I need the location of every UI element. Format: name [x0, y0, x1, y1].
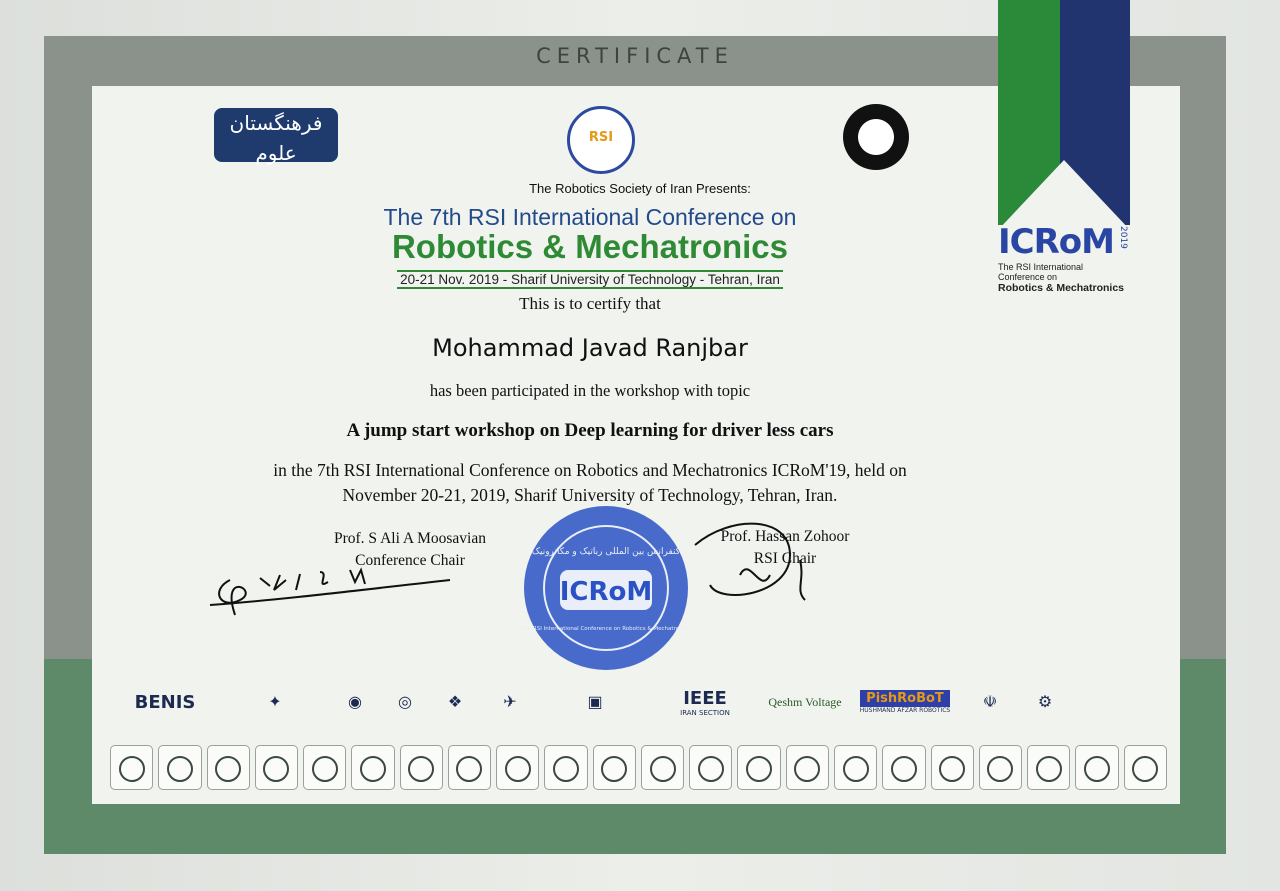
rsi-logo: RSI: [567, 106, 635, 174]
presents-line: The Robotics Society of Iran Presents:: [529, 181, 751, 196]
university-logo: [158, 745, 201, 790]
icrom-seal: [520, 502, 692, 674]
left-signature: [200, 560, 460, 640]
university-logo: [110, 745, 153, 790]
university-logo: [786, 745, 829, 790]
university-logo: [351, 745, 394, 790]
university-logo: [882, 745, 925, 790]
university-logo: [931, 745, 974, 790]
seal-persian-text: کنفرانس بین المللی رباتیک و مکاترونیک: [531, 547, 681, 557]
conference-date-venue: 20-21 Nov. 2019 - Sharif University of Technology - Tehran, Iran: [0, 272, 1180, 287]
university-logo: [255, 745, 298, 790]
workshop-topic: A jump start workshop on Deep learning for driver less cars: [346, 420, 834, 441]
sponsor-logo: ▣: [587, 694, 603, 711]
university-logos-row: [110, 745, 1170, 791]
right-signatory-role: RSI Chair: [753, 550, 817, 567]
left-signatory-name: Prof. S Ali A Moosavian: [333, 530, 486, 547]
benis-logo: BENIS: [134, 691, 196, 713]
university-logo: [448, 745, 491, 790]
conference-title-line1: The 7th RSI International Conference on: [383, 204, 797, 230]
pishrobot-logo: PishRoBoT HUSHMAND AFZAR ROBOTICS: [859, 691, 951, 714]
university-logo: [1124, 745, 1167, 790]
ieee-logo: IEEE IRAN SECTION: [680, 687, 730, 717]
icrom-year: 2019: [1118, 226, 1128, 249]
university-logo: [1027, 745, 1070, 790]
university-logo: [979, 745, 1022, 790]
sponsor-logo: ◉: [348, 694, 362, 711]
participation-text: has been participated in the workshop with topic: [429, 381, 751, 400]
university-logo: [303, 745, 346, 790]
iran-emblem-logo: ☫: [982, 694, 998, 711]
right-signature: [690, 515, 830, 615]
left-signatory-role: Conference Chair: [355, 552, 465, 569]
sponsor-logo: ✈: [503, 694, 517, 711]
university-logo: [544, 745, 587, 790]
certify-text: This is to certify that: [519, 294, 661, 313]
university-logo: [834, 745, 877, 790]
right-signatory-name: Prof. Hassan Zohoor: [720, 528, 850, 545]
seal-ring-text: 7th RSI International Conference on Robotics & Mechatronics: [522, 626, 690, 632]
held-line-1: in the 7th RSI International Conference on Robotics and Mechatronics ICRoM'19, held on: [273, 460, 907, 480]
icrom-tagline-2: Robotics & Mechatronics: [998, 282, 1125, 294]
sponsor-logo: ⚙: [1037, 694, 1053, 711]
sponsor-logo: ◎: [398, 694, 412, 711]
qeshm-voltage-logo: Qeshm Voltage: [768, 694, 842, 709]
sponsor-logos-row: [110, 678, 1170, 726]
university-logo: [207, 745, 250, 790]
held-line-2: November 20-21, 2019, Sharif University of Technology, Tehran, Iran.: [342, 485, 838, 505]
university-logo: [593, 745, 636, 790]
certificate-heading: CERTIFICATE: [536, 44, 734, 68]
sponsor-logo: ✦: [268, 694, 282, 711]
university-logo: [641, 745, 684, 790]
university-logo: [689, 745, 732, 790]
sharif-university-logo: [843, 104, 909, 170]
university-logo: [400, 745, 443, 790]
university-logo: [737, 745, 780, 790]
icrom-brand: ICRoM: [998, 222, 1114, 262]
seal-brand: ICRoM: [559, 577, 653, 607]
sponsor-logo: ❖: [447, 694, 463, 711]
academy-of-sciences-logo: فرهنگستان علوم: [214, 108, 338, 162]
icrom-tagline-1: The RSI International Conference on: [998, 262, 1084, 282]
recipient-name: Mohammad Javad Ranjbar: [432, 334, 748, 362]
university-logo: [1075, 745, 1118, 790]
university-logo: [496, 745, 539, 790]
conference-title-line2: Robotics & Mechatronics: [391, 228, 789, 265]
